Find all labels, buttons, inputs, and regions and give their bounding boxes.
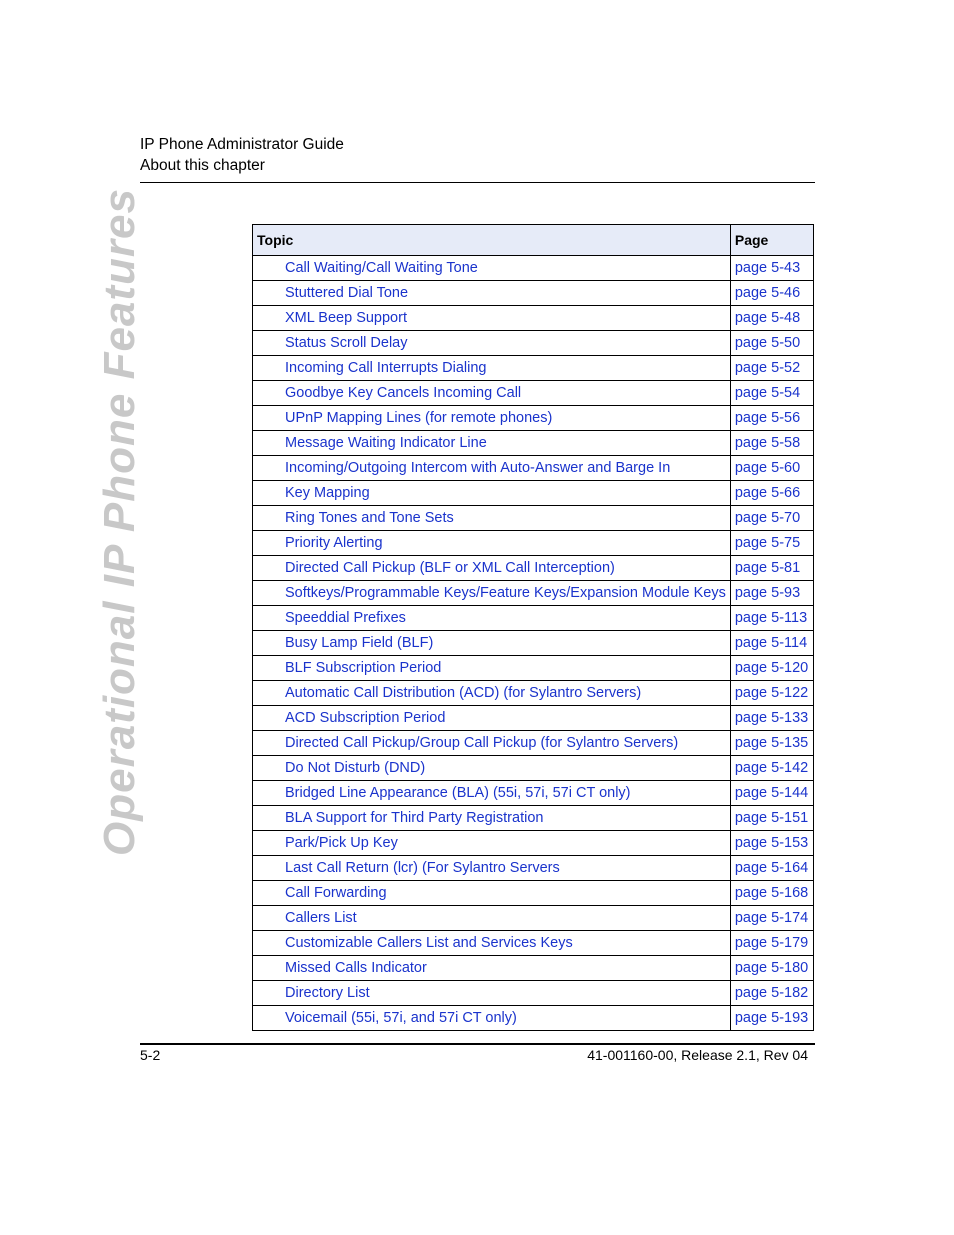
table-row: [253, 256, 814, 281]
table-row: [253, 806, 814, 831]
topic-link[interactable]: Do Not Disturb (DND): [253, 756, 731, 781]
page-link[interactable]: page 5-54: [730, 381, 813, 406]
topic-link[interactable]: Priority Alerting: [253, 531, 731, 556]
page-link[interactable]: page 5-50: [730, 331, 813, 356]
table-row: [253, 481, 814, 506]
footer-divider: [140, 1043, 815, 1045]
topic-link[interactable]: Speeddial Prefixes: [253, 606, 731, 631]
topic-link[interactable]: Ring Tones and Tone Sets: [253, 506, 731, 531]
page-link[interactable]: page 5-48: [730, 306, 813, 331]
table-row: [253, 506, 814, 531]
page-link[interactable]: page 5-180: [730, 956, 813, 981]
page-link[interactable]: page 5-70: [730, 506, 813, 531]
page-link[interactable]: page 5-133: [730, 706, 813, 731]
table-row: [253, 956, 814, 981]
page-link[interactable]: page 5-174: [730, 906, 813, 931]
topic-link[interactable]: Status Scroll Delay: [253, 331, 731, 356]
topic-column-header: Topic: [253, 225, 731, 256]
topic-link[interactable]: Stuttered Dial Tone: [253, 281, 731, 306]
page-link[interactable]: page 5-43: [730, 256, 813, 281]
topic-link[interactable]: Bridged Line Appearance (BLA) (55i, 57i, 57i CT only): [253, 781, 731, 806]
table-row: [253, 631, 814, 656]
page-link[interactable]: page 5-120: [730, 656, 813, 681]
topic-link[interactable]: Customizable Callers List and Services Keys: [253, 931, 731, 956]
page-link[interactable]: page 5-75: [730, 531, 813, 556]
topic-link[interactable]: Call Forwarding: [253, 881, 731, 906]
topic-link[interactable]: Last Call Return (lcr) (For Sylantro Servers: [253, 856, 731, 881]
table-row: [253, 681, 814, 706]
document-title: IP Phone Administrator Guide: [140, 136, 344, 153]
section-subtitle: About this chapter: [140, 157, 265, 174]
topic-link[interactable]: Automatic Call Distribution (ACD) (for Sylantro Servers): [253, 681, 731, 706]
table-body: [253, 256, 814, 1031]
table-row: [253, 606, 814, 631]
table-row: [253, 981, 814, 1006]
page-number: 5-2: [140, 1047, 161, 1063]
page-link[interactable]: page 5-193: [730, 1006, 813, 1031]
page-link[interactable]: page 5-58: [730, 431, 813, 456]
topic-link[interactable]: Message Waiting Indicator Line: [253, 431, 731, 456]
page-link[interactable]: page 5-168: [730, 881, 813, 906]
page-link[interactable]: page 5-60: [730, 456, 813, 481]
table-row: [253, 556, 814, 581]
page-link[interactable]: page 5-182: [730, 981, 813, 1006]
page-link[interactable]: page 5-153: [730, 831, 813, 856]
table-row: [253, 281, 814, 306]
topic-link[interactable]: Goodbye Key Cancels Incoming Call: [253, 381, 731, 406]
table-row: [253, 381, 814, 406]
page-link[interactable]: page 5-151: [730, 806, 813, 831]
topics-table: [252, 224, 814, 1031]
table-row: [253, 306, 814, 331]
page-link[interactable]: page 5-135: [730, 731, 813, 756]
topic-link[interactable]: Call Waiting/Call Waiting Tone: [253, 256, 731, 281]
topic-link[interactable]: Incoming/Outgoing Intercom with Auto-Answer and Barge In: [253, 456, 731, 481]
page-link[interactable]: page 5-144: [730, 781, 813, 806]
topic-link[interactable]: XML Beep Support: [253, 306, 731, 331]
table-row: [253, 781, 814, 806]
topic-link[interactable]: Directory List: [253, 981, 731, 1006]
table-row: [253, 531, 814, 556]
topic-link[interactable]: Directed Call Pickup (BLF or XML Call Interception): [253, 556, 731, 581]
table-row: [253, 356, 814, 381]
page-column-header: Page: [730, 225, 813, 256]
page-link[interactable]: page 5-56: [730, 406, 813, 431]
page-link[interactable]: page 5-179: [730, 931, 813, 956]
table-row: [253, 406, 814, 431]
page-link[interactable]: page 5-114: [730, 631, 813, 656]
table-row: [253, 656, 814, 681]
topic-link[interactable]: Callers List: [253, 906, 731, 931]
page-link[interactable]: page 5-52: [730, 356, 813, 381]
table-row: [253, 731, 814, 756]
topic-link[interactable]: Busy Lamp Field (BLF): [253, 631, 731, 656]
table-row: [253, 431, 814, 456]
table-row: [253, 856, 814, 881]
topic-link[interactable]: Incoming Call Interrupts Dialing: [253, 356, 731, 381]
table-row: [253, 706, 814, 731]
table-row: [253, 906, 814, 931]
topic-link[interactable]: Key Mapping: [253, 481, 731, 506]
topic-link[interactable]: Park/Pick Up Key: [253, 831, 731, 856]
table-row: [253, 931, 814, 956]
topic-link[interactable]: BLF Subscription Period: [253, 656, 731, 681]
page-link[interactable]: page 5-164: [730, 856, 813, 881]
page-link[interactable]: page 5-113: [730, 606, 813, 631]
topic-link[interactable]: UPnP Mapping Lines (for remote phones): [253, 406, 731, 431]
table-row: [253, 756, 814, 781]
header-divider: [140, 182, 815, 183]
topic-link[interactable]: BLA Support for Third Party Registration: [253, 806, 731, 831]
topic-link[interactable]: Softkeys/Programmable Keys/Feature Keys/Expansion Module Keys: [253, 581, 731, 606]
topic-link[interactable]: Voicemail (55i, 57i, and 57i CT only): [253, 1006, 731, 1031]
table-row: [253, 456, 814, 481]
topic-link[interactable]: Missed Calls Indicator: [253, 956, 731, 981]
page-link[interactable]: page 5-122: [730, 681, 813, 706]
page-link[interactable]: page 5-66: [730, 481, 813, 506]
table-header-row: [253, 225, 814, 256]
table-row: [253, 581, 814, 606]
table-row: [253, 831, 814, 856]
topic-link[interactable]: ACD Subscription Period: [253, 706, 731, 731]
chapter-side-title: Operational IP Phone Features: [95, 188, 144, 856]
table-row: [253, 1006, 814, 1031]
table-row: [253, 331, 814, 356]
topic-link[interactable]: Directed Call Pickup/Group Call Pickup (for Sylantro Servers): [253, 731, 731, 756]
page-link[interactable]: page 5-46: [730, 281, 813, 306]
page-link[interactable]: page 5-81: [730, 556, 813, 581]
document-release-info: 41-001160-00, Release 2.1, Rev 04: [587, 1047, 808, 1063]
page-link[interactable]: page 5-93: [730, 581, 813, 606]
table-row: [253, 881, 814, 906]
page-link[interactable]: page 5-142: [730, 756, 813, 781]
